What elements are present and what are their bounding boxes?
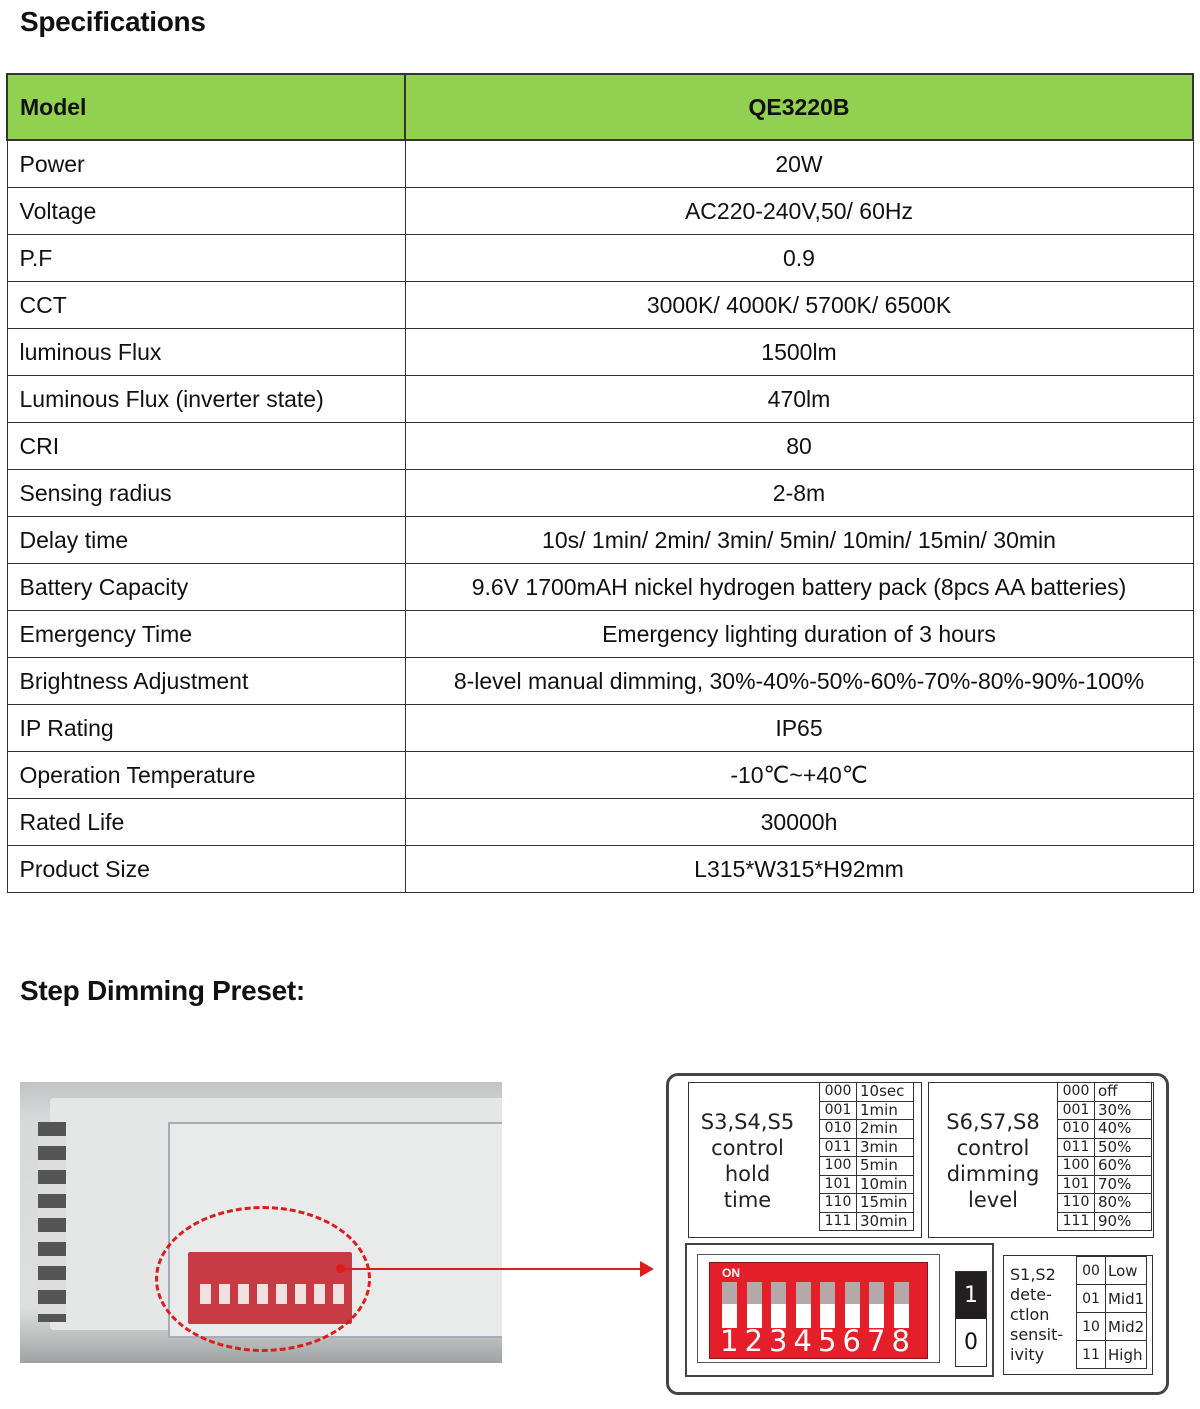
spec-value: 10s/ 1min/ 2min/ 3min/ 5min/ 10min/ 15min/ 30min xyxy=(405,517,1193,564)
dip-switch-toggle xyxy=(869,1282,884,1328)
spec-row xyxy=(7,658,1193,705)
spec-row xyxy=(7,235,1193,282)
code-row xyxy=(820,1138,914,1157)
code-cell: 000 xyxy=(1058,1083,1095,1102)
spec-value: 80 xyxy=(405,423,1193,470)
spec-row xyxy=(7,846,1193,893)
code-cell: 100 xyxy=(820,1157,857,1176)
value-cell: 60% xyxy=(1095,1157,1152,1176)
spec-key: Sensing radius xyxy=(7,470,405,517)
dip-switch-knob xyxy=(894,1282,909,1304)
dip-switch-knob xyxy=(869,1282,884,1304)
spec-value: AC220-240V,50/ 60Hz xyxy=(405,188,1193,235)
code-cell: 00 xyxy=(1077,1257,1106,1285)
spec-value: IP65 xyxy=(405,705,1193,752)
code-row xyxy=(820,1120,914,1139)
dip-switch-number: 4 xyxy=(793,1324,812,1358)
value-cell: 3min xyxy=(857,1138,914,1157)
dip-switch-knob xyxy=(771,1282,786,1304)
spec-row xyxy=(7,423,1193,470)
spec-key: Emergency Time xyxy=(7,611,405,658)
value-cell: 10min xyxy=(857,1175,914,1194)
dip-switch-block xyxy=(709,1262,928,1359)
code-row xyxy=(1058,1083,1152,1102)
spec-value: 0.9 xyxy=(405,235,1193,282)
dip-switch-number: 3 xyxy=(769,1324,788,1358)
value-cell: 1min xyxy=(857,1101,914,1120)
value-cell: 70% xyxy=(1095,1175,1152,1194)
value-cell: High xyxy=(1106,1341,1147,1369)
hold-time-box xyxy=(688,1082,922,1238)
code-row xyxy=(820,1212,914,1231)
specifications-heading: Specifications xyxy=(20,6,206,37)
dip-switch-diagram xyxy=(666,1073,1169,1395)
dip-switch-number: 1 xyxy=(720,1324,739,1358)
spec-row xyxy=(7,752,1193,799)
zero-label: 0 xyxy=(956,1319,986,1366)
dip-switch-knob xyxy=(796,1282,811,1304)
code-row xyxy=(820,1083,914,1102)
code-cell: 011 xyxy=(1058,1138,1095,1157)
code-row xyxy=(1058,1194,1152,1213)
dip-switch-number: 7 xyxy=(867,1324,886,1358)
spec-row xyxy=(7,705,1193,752)
dimming-level-box xyxy=(928,1082,1154,1238)
dip-switch-knob xyxy=(722,1282,737,1304)
spec-key: Luminous Flux (inverter state) xyxy=(7,376,405,423)
spec-row xyxy=(7,799,1193,846)
spec-key: CCT xyxy=(7,282,405,329)
spec-row xyxy=(7,282,1193,329)
code-cell: 010 xyxy=(1058,1120,1095,1139)
spec-row xyxy=(7,376,1193,423)
code-row xyxy=(1077,1257,1147,1285)
sensitivity-box xyxy=(1003,1255,1153,1375)
dip-switch-toggle xyxy=(845,1282,860,1328)
dip-on-label: ON xyxy=(722,1266,740,1280)
dip-switch-toggle xyxy=(722,1282,737,1328)
spec-key: Brightness Adjustment xyxy=(7,658,405,705)
code-row xyxy=(1058,1175,1152,1194)
spec-row xyxy=(7,470,1193,517)
spec-key: Product Size xyxy=(7,846,405,893)
spec-value: L315*W315*H92mm xyxy=(405,846,1193,893)
one-label: 1 xyxy=(956,1272,986,1319)
spec-row xyxy=(7,140,1193,188)
spec-value: Emergency lighting duration of 3 hours xyxy=(405,611,1193,658)
value-cell: 80% xyxy=(1095,1194,1152,1213)
spec-value: 470lm xyxy=(405,376,1193,423)
dip-switch-number: 5 xyxy=(818,1324,837,1358)
code-cell: 010 xyxy=(820,1120,857,1139)
spec-value: -10℃~+40℃ xyxy=(405,752,1193,799)
value-cell: 40% xyxy=(1095,1120,1152,1139)
spec-key: CRI xyxy=(7,423,405,470)
spec-value: 2-8m xyxy=(405,470,1193,517)
dip-switch-toggle xyxy=(771,1282,786,1328)
code-cell: 100 xyxy=(1058,1157,1095,1176)
dip-switch-toggle xyxy=(747,1282,762,1328)
dip-switch-inner xyxy=(697,1254,940,1363)
code-row xyxy=(1077,1341,1147,1369)
code-row xyxy=(1077,1285,1147,1313)
value-cell: 30min xyxy=(857,1212,914,1231)
value-cell: 50% xyxy=(1095,1138,1152,1157)
value-cell: Mid1 xyxy=(1106,1285,1147,1313)
spec-row xyxy=(7,564,1193,611)
code-row xyxy=(1058,1120,1152,1139)
code-cell: 101 xyxy=(1058,1175,1095,1194)
on-off-indicator xyxy=(955,1271,987,1367)
value-cell: Low xyxy=(1106,1257,1147,1285)
dip-switch-toggle xyxy=(820,1282,835,1328)
dimming-level-table xyxy=(1057,1082,1152,1231)
dip-switch-frame xyxy=(685,1243,994,1377)
code-cell: 111 xyxy=(820,1212,857,1231)
terminal-block xyxy=(38,1122,66,1322)
spec-value: 3000K/ 4000K/ 5700K/ 6500K xyxy=(405,282,1193,329)
sensitivity-table xyxy=(1076,1256,1147,1369)
dip-switch-number: 8 xyxy=(891,1324,910,1358)
spec-value: 1500lm xyxy=(405,329,1193,376)
arrow-head-icon xyxy=(640,1261,654,1277)
dimming-level-label: S6,S7,S8 control dimming level xyxy=(946,1110,1040,1212)
spec-value: 8-level manual dimming, 30%-40%-50%-60%-70%-80%-90%-100% xyxy=(405,658,1193,705)
highlight-ellipse xyxy=(155,1206,371,1352)
spec-value: 9.6V 1700mAH nickel hydrogen battery pack (8pcs AA batteries) xyxy=(405,564,1193,611)
code-row xyxy=(820,1157,914,1176)
value-cell: 2min xyxy=(857,1120,914,1139)
product-photo xyxy=(20,1082,502,1363)
dip-switch-toggle xyxy=(796,1282,811,1328)
code-cell: 01 xyxy=(1077,1285,1106,1313)
value-cell: Mid2 xyxy=(1106,1313,1147,1341)
spec-key: Operation Temperature xyxy=(7,752,405,799)
spec-row xyxy=(7,517,1193,564)
spec-value: 20W xyxy=(405,140,1193,188)
spec-key: Delay time xyxy=(7,517,405,564)
value-cell: 30% xyxy=(1095,1101,1152,1120)
spec-row xyxy=(7,329,1193,376)
spec-key: IP Rating xyxy=(7,705,405,752)
value-cell: 90% xyxy=(1095,1212,1152,1231)
spec-key: Voltage xyxy=(7,188,405,235)
dip-switch-knob xyxy=(845,1282,860,1304)
code-cell: 001 xyxy=(820,1101,857,1120)
code-row xyxy=(820,1101,914,1120)
spec-key: Battery Capacity xyxy=(7,564,405,611)
spec-header-key: Model xyxy=(7,74,405,140)
code-cell: 110 xyxy=(1058,1194,1095,1213)
pointer-arrow xyxy=(340,1268,645,1270)
code-row xyxy=(1077,1313,1147,1341)
spec-key: P.F xyxy=(7,235,405,282)
code-row xyxy=(1058,1212,1152,1231)
dip-switch-number: 6 xyxy=(842,1324,861,1358)
code-cell: 101 xyxy=(820,1175,857,1194)
value-cell: 15min xyxy=(857,1194,914,1213)
code-row xyxy=(1058,1101,1152,1120)
code-cell: 001 xyxy=(1058,1101,1095,1120)
value-cell: 5min xyxy=(857,1157,914,1176)
sensitivity-label: S1,S2 dete- ctlon sensit- ivity xyxy=(1010,1265,1064,1364)
spec-header-value: QE3220B xyxy=(405,74,1193,140)
hold-time-table xyxy=(819,1082,914,1231)
code-row xyxy=(1058,1157,1152,1176)
hold-time-label: S3,S4,S5 control hold time xyxy=(700,1110,795,1212)
code-cell: 000 xyxy=(820,1083,857,1102)
code-row xyxy=(820,1194,914,1213)
value-cell: 10sec xyxy=(857,1083,914,1102)
spec-header-row xyxy=(7,74,1193,140)
spec-value: 30000h xyxy=(405,799,1193,846)
dip-switch-knob xyxy=(747,1282,762,1304)
spec-row xyxy=(7,611,1193,658)
dip-switch-toggle xyxy=(894,1282,909,1328)
spec-row xyxy=(7,188,1193,235)
code-row xyxy=(820,1175,914,1194)
code-cell: 11 xyxy=(1077,1341,1106,1369)
spec-key: Rated Life xyxy=(7,799,405,846)
spec-key: Power xyxy=(7,140,405,188)
spec-table xyxy=(6,73,1194,893)
code-cell: 10 xyxy=(1077,1313,1106,1341)
dip-switch-number: 2 xyxy=(744,1324,763,1358)
code-cell: 111 xyxy=(1058,1212,1095,1231)
code-cell: 011 xyxy=(820,1138,857,1157)
step-dimming-heading: Step Dimming Preset: xyxy=(20,975,305,1006)
spec-key: luminous Flux xyxy=(7,329,405,376)
code-row xyxy=(1058,1138,1152,1157)
dip-switch-knob xyxy=(820,1282,835,1304)
code-cell: 110 xyxy=(820,1194,857,1213)
value-cell: off xyxy=(1095,1083,1152,1102)
